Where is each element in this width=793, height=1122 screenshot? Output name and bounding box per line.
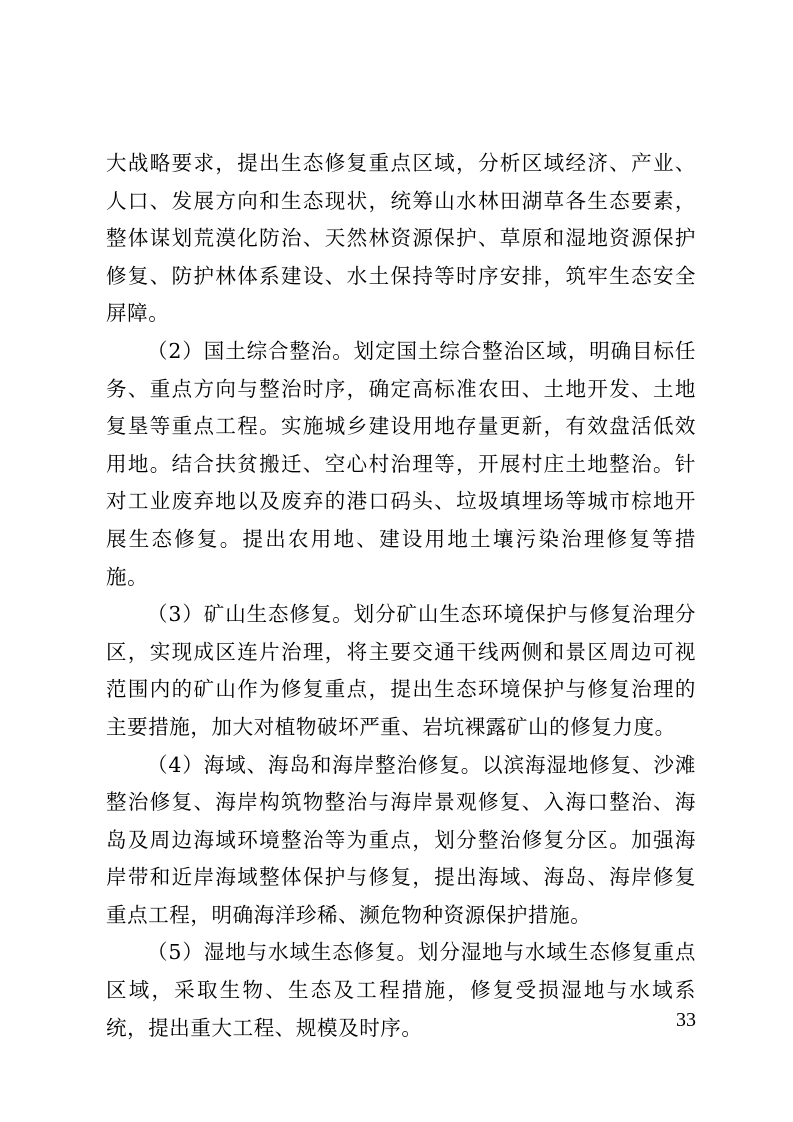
paragraph-land-consolidation: （2）国土综合整治。划定国土综合整治区域，明确目标任务、重点方向与整治时序，确定高标准农田、土地开发、土地复垦等重点工程。实施城乡建设用地存量更新，有效盘活低效用地。结合扶贫搬迁、空心村治理等，开展村庄土地整治。针对工业废弃地以及废弃的港口码头、垃圾填埋场等城市棕地开展生态修复。提出农用地、建设用地土壤污染治理修复等措施。: [106, 338, 696, 589]
paragraph-mine-restoration: （3）矿山生态修复。划分矿山生态环境保护与修复治理分区，实现成区连片治理，将主要交通干线两侧和景区周边可视范围内的矿山作为修复重点，提出生态环境保护与修复治理的主要措施，加大对植物破坏严重、岩坑裸露矿山的修复力度。: [106, 602, 696, 739]
paragraph-coastal-restoration: （4）海域、海岛和海岸整治修复。以滨海湿地修复、沙滩整治修复、海岸构筑物整治与海岸景观修复、入海口整治、海岛及周边海域环境整治等为重点，划分整治修复分区。加强海岸带和近岸海域整体保护与修复，提出海域、海岛、海岸修复重点工程，明确海洋珍稀、濒危物种资源保护措施。: [106, 752, 696, 927]
paragraph-wetland-restoration: （5）湿地与水域生态修复。划分湿地与水域生态修复重点区域，采取生物、生态及工程措施，修复受损湿地与水域系统，提出重大工程、规模及时序。: [106, 940, 696, 1040]
page-number: 33: [676, 1009, 696, 1031]
paragraph-continuation: 大战略要求，提出生态修复重点区域，分析区域经济、产业、人口、发展方向和生态现状，统筹山水林田湖草各生态要素，整体谋划荒漠化防治、天然林资源保护、草原和湿地资源保护修复、防护林体系建设、水土保持等时序安排，筑牢生态安全屏障。: [106, 151, 696, 326]
body-text: [106, 145, 696, 1047]
